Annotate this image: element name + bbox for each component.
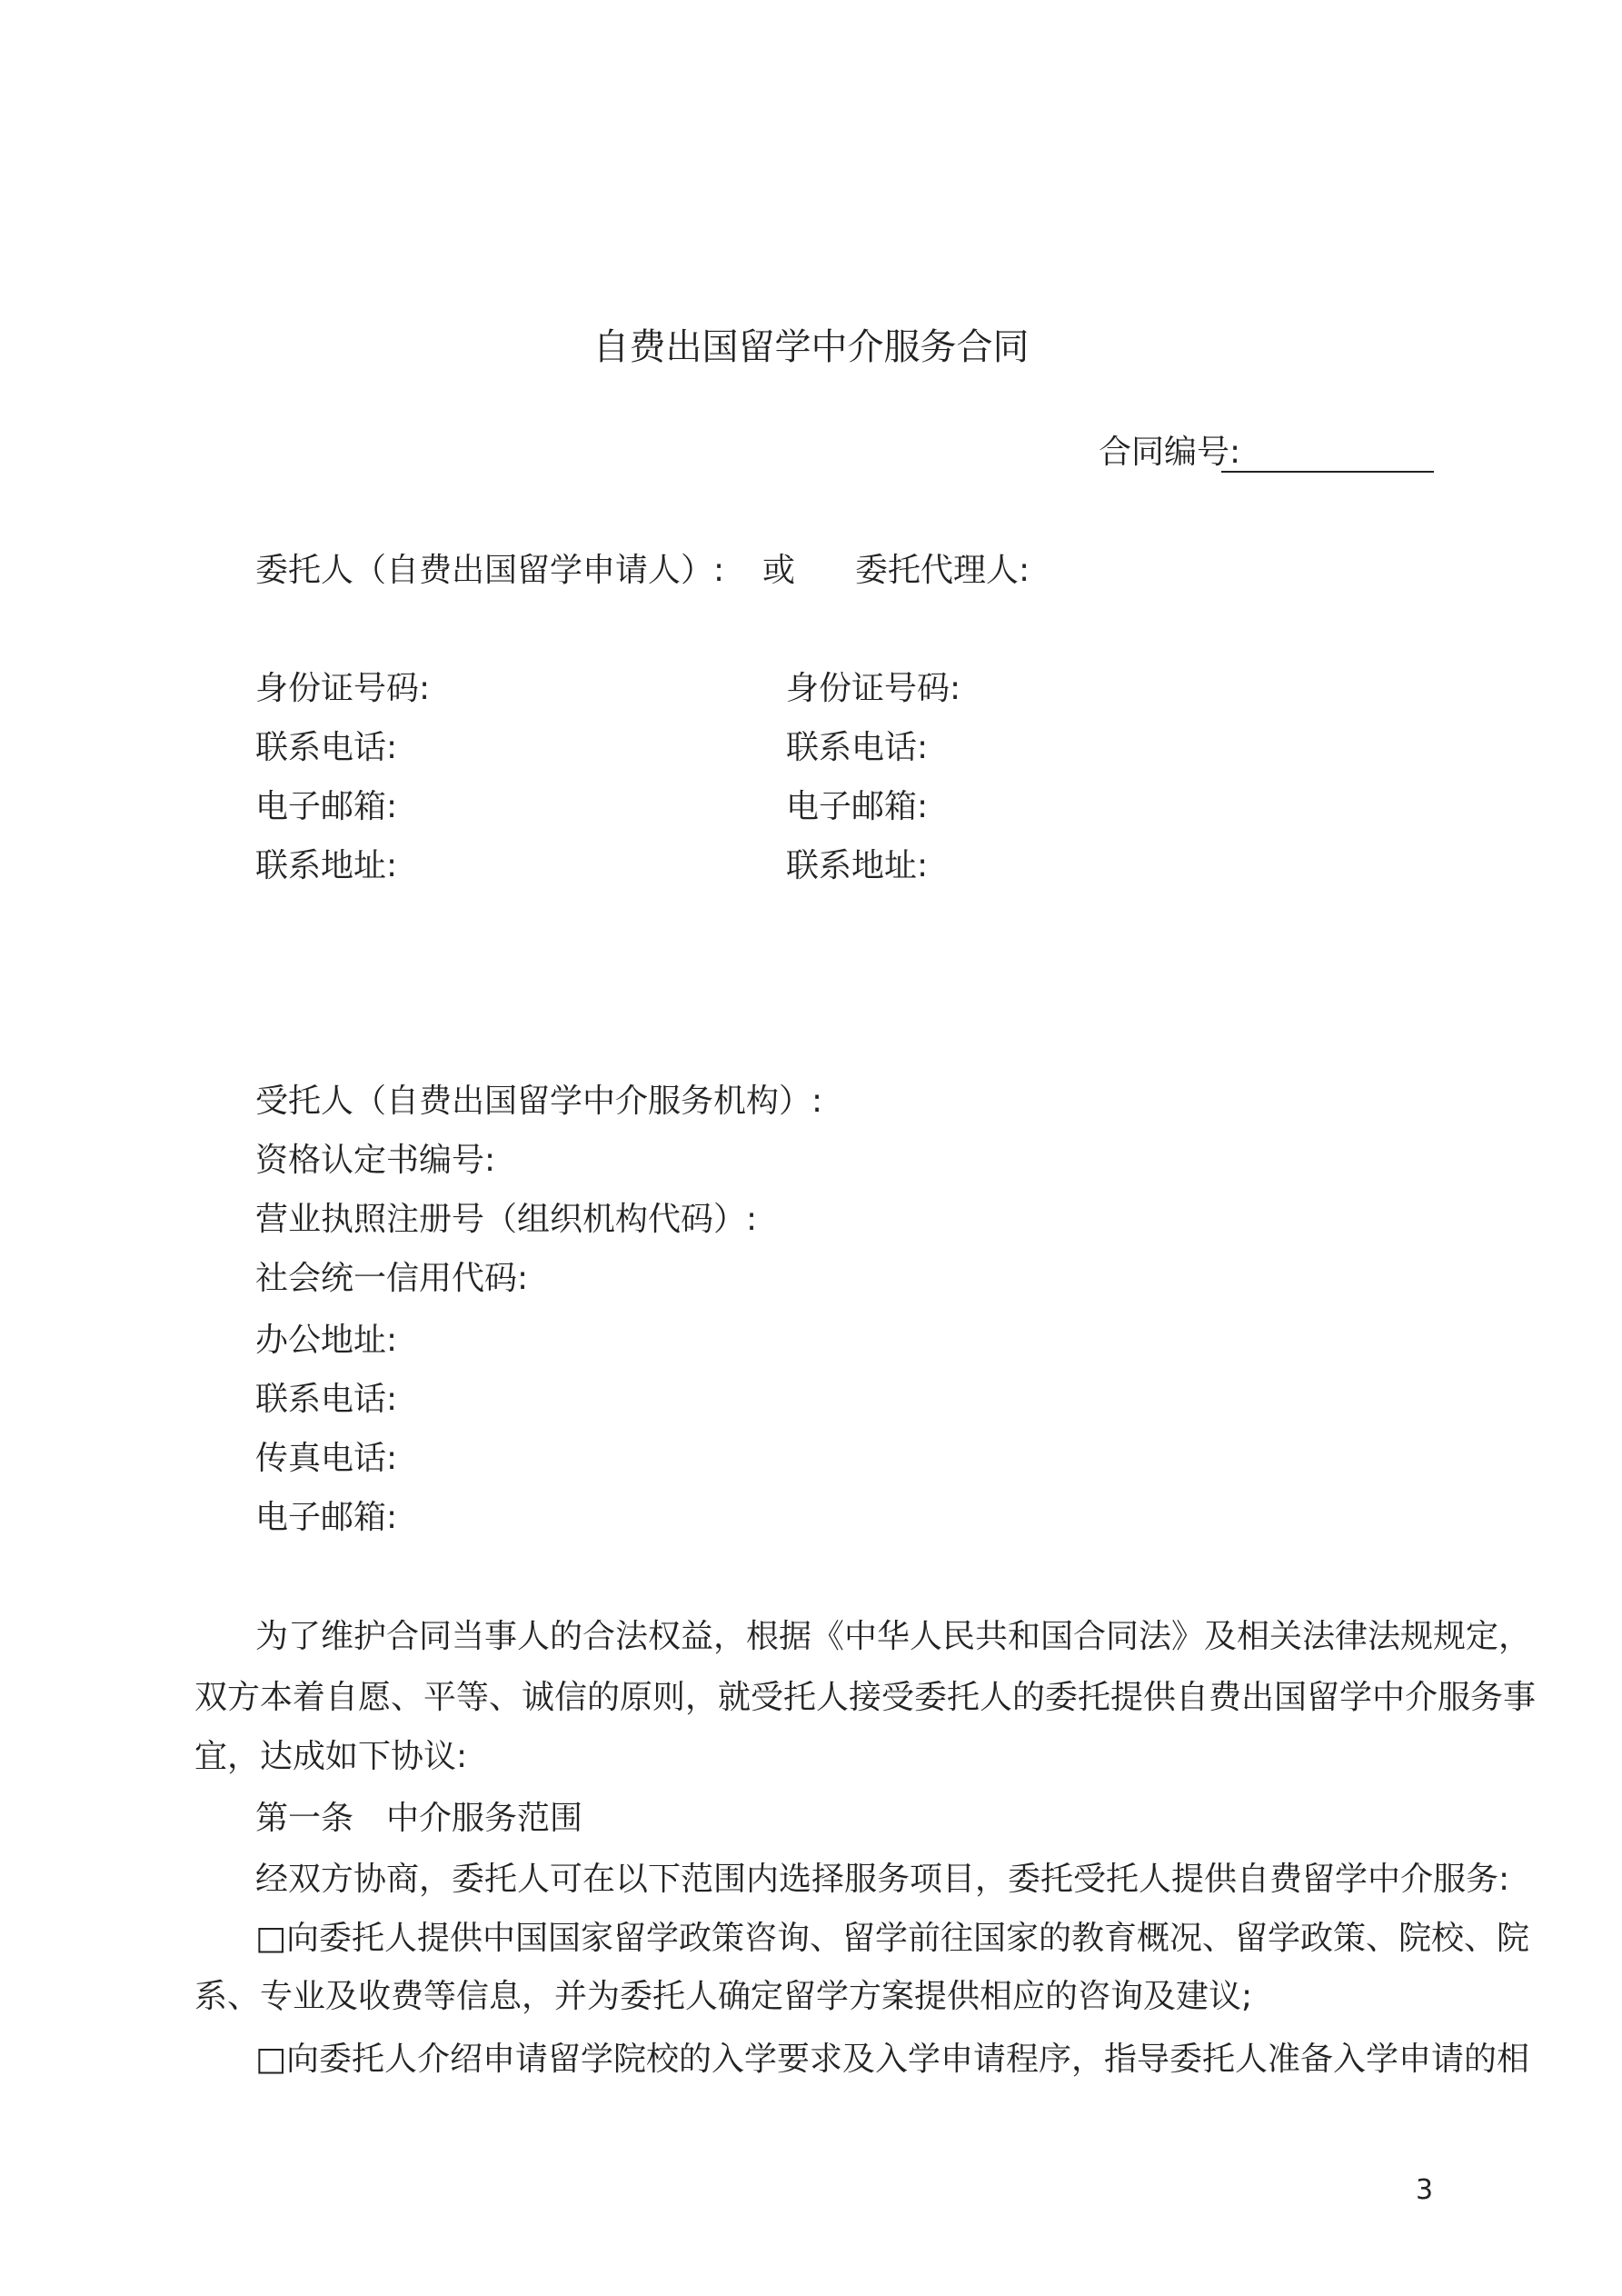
- agency-phone-label: 联系电话:: [255, 1381, 398, 1418]
- agent-address-label: 联系地址:: [786, 847, 929, 884]
- article-heading: 第一条 中介服务范围: [255, 1800, 583, 1837]
- document-title: 自费出国留学中介服务合同: [592, 326, 1030, 368]
- contract-number-blank: [1221, 471, 1434, 473]
- service-option-line: □向委托人介绍申请留学院校的入学要求及入学申请程序，指导委托人准备入学申请的相: [255, 2041, 1530, 2078]
- agency-fax-label: 传真电话:: [255, 1440, 398, 1477]
- client-address-label: 联系地址:: [255, 847, 398, 884]
- agent-phone-label: 联系电话:: [786, 729, 929, 766]
- body-line: 为了维护合同当事人的合法权益，根据《中华人民共和国合同法》及相关法律法规规定，: [255, 1618, 1532, 1655]
- agency-email-label: 电子邮箱:: [255, 1499, 398, 1536]
- body-line: 系、专业及收费等信息，并为委托人确定留学方案提供相应的咨询及建议;: [194, 1978, 1253, 2015]
- agency-heading: 受托人（自费出国留学中介服务机构）:: [255, 1083, 823, 1120]
- page-number: 3: [1416, 2174, 1434, 2206]
- service-option-line: □向委托人提供中国国家留学政策咨询、留学前往国家的教育概况、留学政策、院校、院: [255, 1920, 1530, 1957]
- body-line: 宜，达成如下协议:: [194, 1738, 468, 1775]
- agency-credit-code-label: 社会统一信用代码:: [255, 1260, 529, 1297]
- contract-number-label: 合同编号:: [1099, 434, 1241, 471]
- agency-office-label: 办公地址:: [255, 1322, 398, 1359]
- client-heading: 委托人（自费出国留学申请人）:: [255, 552, 725, 589]
- body-line: 双方本着自愿、平等、诚信的原则，就受托人接受委托人的委托提供自费出国留学中介服务事: [194, 1679, 1537, 1716]
- agent-heading: 委托代理人:: [855, 552, 1030, 589]
- agency-registration-label: 营业执照注册号（组织机构代码）:: [255, 1201, 758, 1238]
- agent-email-label: 电子邮箱:: [786, 788, 929, 825]
- body-line: 经双方协商，委托人可在以下范围内选择服务项目，委托受托人提供自费留学中介服务:: [255, 1861, 1510, 1898]
- client-phone-label: 联系电话:: [255, 729, 398, 766]
- client-id-label: 身份证号码:: [255, 670, 431, 707]
- client-email-label: 电子邮箱:: [255, 788, 398, 825]
- or-label: 或: [762, 552, 796, 589]
- agent-id-label: 身份证号码:: [786, 670, 961, 707]
- agency-license-label: 资格认定书编号:: [255, 1142, 496, 1179]
